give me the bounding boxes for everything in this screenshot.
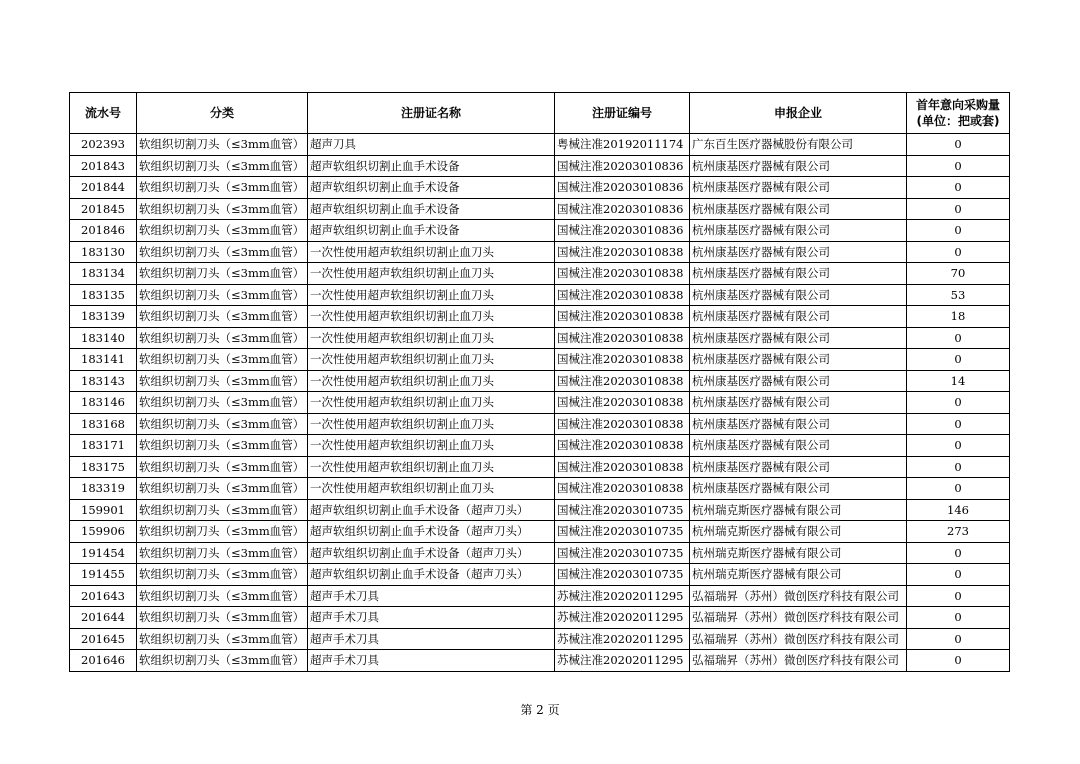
registration-number-cell: 国械注准20203010838 xyxy=(555,435,690,457)
applicant-company-cell: 杭州康基医疗器械有限公司 xyxy=(690,198,907,220)
registration-name-cell: 超声软组织切割止血手术设备 xyxy=(308,220,555,242)
registration-number-cell: 国械注准20203010836 xyxy=(555,198,690,220)
table-row xyxy=(70,650,1010,672)
category-cell: 软组织切割刀头（≤3mm血管） xyxy=(137,263,308,285)
applicant-company-cell: 杭州康基医疗器械有限公司 xyxy=(690,392,907,414)
registration-name-cell: 超声软组织切割止血手术设备（超声刀头） xyxy=(308,521,555,543)
category-cell: 软组织切割刀头（≤3mm血管） xyxy=(137,456,308,478)
quantity-cell: 0 xyxy=(907,220,1010,242)
serial-number-cell: 183139 xyxy=(70,306,137,328)
header-serial-number: 流水号 xyxy=(70,93,137,134)
registration-number-cell: 国械注准20203010836 xyxy=(555,177,690,199)
table-row xyxy=(70,198,1010,220)
applicant-company-cell: 杭州瑞克斯医疗器械有限公司 xyxy=(690,499,907,521)
registration-name-cell: 一次性使用超声软组织切割止血刀头 xyxy=(308,456,555,478)
category-cell: 软组织切割刀头（≤3mm血管） xyxy=(137,392,308,414)
serial-number-cell: 183140 xyxy=(70,327,137,349)
registration-name-cell: 一次性使用超声软组织切割止血刀头 xyxy=(308,435,555,457)
header-registration-number: 注册证编号 xyxy=(555,93,690,134)
quantity-cell: 0 xyxy=(907,198,1010,220)
table-row xyxy=(70,435,1010,457)
serial-number-cell: 201644 xyxy=(70,607,137,629)
serial-number-cell: 183143 xyxy=(70,370,137,392)
applicant-company-cell: 杭州康基医疗器械有限公司 xyxy=(690,241,907,263)
registration-name-cell: 一次性使用超声软组织切割止血刀头 xyxy=(308,241,555,263)
quantity-cell: 0 xyxy=(907,435,1010,457)
quantity-cell: 0 xyxy=(907,542,1010,564)
table-row xyxy=(70,628,1010,650)
registration-number-cell: 国械注准20203010838 xyxy=(555,349,690,371)
registration-number-cell: 国械注准20203010838 xyxy=(555,370,690,392)
registration-number-cell: 国械注准20203010836 xyxy=(555,220,690,242)
table-row xyxy=(70,155,1010,177)
category-cell: 软组织切割刀头（≤3mm血管） xyxy=(137,607,308,629)
registration-name-cell: 超声软组织切割止血手术设备 xyxy=(308,155,555,177)
applicant-company-cell: 弘福瑞昇（苏州）微创医疗科技有限公司 xyxy=(690,607,907,629)
serial-number-cell: 201646 xyxy=(70,650,137,672)
quantity-cell: 14 xyxy=(907,370,1010,392)
category-cell: 软组织切割刀头（≤3mm血管） xyxy=(137,177,308,199)
serial-number-cell: 183135 xyxy=(70,284,137,306)
applicant-company-cell: 杭州瑞克斯医疗器械有限公司 xyxy=(690,521,907,543)
quantity-cell: 0 xyxy=(907,564,1010,586)
page-number: 第 2 页 xyxy=(520,703,560,717)
quantity-cell: 0 xyxy=(907,241,1010,263)
registration-number-cell: 国械注准20203010838 xyxy=(555,284,690,306)
registration-number-cell: 国械注准20203010838 xyxy=(555,241,690,263)
table-row xyxy=(70,499,1010,521)
applicant-company-cell: 杭州康基医疗器械有限公司 xyxy=(690,263,907,285)
category-cell: 软组织切割刀头（≤3mm血管） xyxy=(137,499,308,521)
serial-number-cell: 159901 xyxy=(70,499,137,521)
applicant-company-cell: 杭州瑞克斯医疗器械有限公司 xyxy=(690,542,907,564)
applicant-company-cell: 杭州康基医疗器械有限公司 xyxy=(690,413,907,435)
serial-number-cell: 183168 xyxy=(70,413,137,435)
table-row xyxy=(70,521,1010,543)
category-cell: 软组织切割刀头（≤3mm血管） xyxy=(137,241,308,263)
header-applicant-company: 申报企业 xyxy=(690,93,907,134)
registration-name-cell: 一次性使用超声软组织切割止血刀头 xyxy=(308,392,555,414)
category-cell: 软组织切割刀头（≤3mm血管） xyxy=(137,435,308,457)
quantity-cell: 0 xyxy=(907,327,1010,349)
serial-number-cell: 202393 xyxy=(70,134,137,156)
quantity-cell: 0 xyxy=(907,585,1010,607)
serial-number-cell: 201845 xyxy=(70,198,137,220)
table-row xyxy=(70,542,1010,564)
serial-number-cell: 183175 xyxy=(70,456,137,478)
table-row xyxy=(70,134,1010,156)
quantity-cell: 0 xyxy=(907,349,1010,371)
table-row xyxy=(70,392,1010,414)
applicant-company-cell: 杭州康基医疗器械有限公司 xyxy=(690,220,907,242)
registration-number-cell: 国械注准20203010838 xyxy=(555,306,690,328)
header-category: 分类 xyxy=(137,93,308,134)
table-row xyxy=(70,413,1010,435)
applicant-company-cell: 杭州康基医疗器械有限公司 xyxy=(690,327,907,349)
registration-name-cell: 一次性使用超声软组织切割止血刀头 xyxy=(308,349,555,371)
registration-number-cell: 苏械注准20202011295 xyxy=(555,607,690,629)
quantity-cell: 0 xyxy=(907,392,1010,414)
applicant-company-cell: 杭州康基医疗器械有限公司 xyxy=(690,155,907,177)
category-cell: 软组织切割刀头（≤3mm血管） xyxy=(137,370,308,392)
table-row xyxy=(70,349,1010,371)
serial-number-cell: 201846 xyxy=(70,220,137,242)
category-cell: 软组织切割刀头（≤3mm血管） xyxy=(137,478,308,500)
procurement-table xyxy=(69,92,1010,672)
quantity-cell: 70 xyxy=(907,263,1010,285)
table-row xyxy=(70,585,1010,607)
category-cell: 软组织切割刀头（≤3mm血管） xyxy=(137,198,308,220)
registration-number-cell: 苏械注准20202011295 xyxy=(555,650,690,672)
serial-number-cell: 191455 xyxy=(70,564,137,586)
registration-number-cell: 国械注准20203010836 xyxy=(555,155,690,177)
serial-number-cell: 183134 xyxy=(70,263,137,285)
header-first-year-quantity: 首年意向采购量 (单位：把或套) xyxy=(907,93,1010,134)
registration-name-cell: 超声软组织切割止血手术设备（超声刀头） xyxy=(308,564,555,586)
registration-name-cell: 超声手术刀具 xyxy=(308,628,555,650)
registration-name-cell: 一次性使用超声软组织切割止血刀头 xyxy=(308,263,555,285)
registration-name-cell: 超声软组织切割止血手术设备（超声刀头） xyxy=(308,542,555,564)
registration-number-cell: 苏械注准20202011295 xyxy=(555,585,690,607)
table-row xyxy=(70,263,1010,285)
registration-number-cell: 国械注准20203010838 xyxy=(555,263,690,285)
category-cell: 软组织切割刀头（≤3mm血管） xyxy=(137,284,308,306)
quantity-cell: 0 xyxy=(907,607,1010,629)
quantity-cell: 0 xyxy=(907,478,1010,500)
serial-number-cell: 183319 xyxy=(70,478,137,500)
registration-name-cell: 一次性使用超声软组织切割止血刀头 xyxy=(308,413,555,435)
category-cell: 软组织切割刀头（≤3mm血管） xyxy=(137,327,308,349)
quantity-cell: 0 xyxy=(907,155,1010,177)
registration-number-cell: 粤械注准20192011174 xyxy=(555,134,690,156)
serial-number-cell: 201844 xyxy=(70,177,137,199)
registration-name-cell: 超声手术刀具 xyxy=(308,607,555,629)
applicant-company-cell: 杭州康基医疗器械有限公司 xyxy=(690,478,907,500)
registration-number-cell: 国械注准20203010735 xyxy=(555,564,690,586)
serial-number-cell: 183146 xyxy=(70,392,137,414)
category-cell: 软组织切割刀头（≤3mm血管） xyxy=(137,134,308,156)
quantity-cell: 0 xyxy=(907,134,1010,156)
registration-number-cell: 国械注准20203010838 xyxy=(555,327,690,349)
quantity-cell: 18 xyxy=(907,306,1010,328)
table-row xyxy=(70,241,1010,263)
quantity-cell: 53 xyxy=(907,284,1010,306)
registration-name-cell: 超声手术刀具 xyxy=(308,585,555,607)
quantity-cell: 146 xyxy=(907,499,1010,521)
category-cell: 软组织切割刀头（≤3mm血管） xyxy=(137,564,308,586)
registration-number-cell: 国械注准20203010838 xyxy=(555,478,690,500)
applicant-company-cell: 杭州康基医疗器械有限公司 xyxy=(690,456,907,478)
table-row xyxy=(70,220,1010,242)
applicant-company-cell: 杭州康基医疗器械有限公司 xyxy=(690,177,907,199)
registration-number-cell: 国械注准20203010735 xyxy=(555,521,690,543)
table-header-row xyxy=(70,93,1010,134)
registration-number-cell: 国械注准20203010838 xyxy=(555,413,690,435)
quantity-cell: 0 xyxy=(907,177,1010,199)
quantity-cell: 0 xyxy=(907,413,1010,435)
serial-number-cell: 201645 xyxy=(70,628,137,650)
table-row xyxy=(70,370,1010,392)
table-row xyxy=(70,284,1010,306)
table-body xyxy=(70,134,1010,672)
applicant-company-cell: 弘福瑞昇（苏州）微创医疗科技有限公司 xyxy=(690,628,907,650)
category-cell: 软组织切割刀头（≤3mm血管） xyxy=(137,349,308,371)
table-row xyxy=(70,177,1010,199)
serial-number-cell: 183130 xyxy=(70,241,137,263)
applicant-company-cell: 弘福瑞昇（苏州）微创医疗科技有限公司 xyxy=(690,650,907,672)
registration-name-cell: 一次性使用超声软组织切割止血刀头 xyxy=(308,306,555,328)
registration-number-cell: 国械注准20203010735 xyxy=(555,499,690,521)
registration-name-cell: 一次性使用超声软组织切割止血刀头 xyxy=(308,327,555,349)
quantity-cell: 0 xyxy=(907,456,1010,478)
quantity-cell: 0 xyxy=(907,650,1010,672)
registration-number-cell: 国械注准20203010838 xyxy=(555,392,690,414)
category-cell: 软组织切割刀头（≤3mm血管） xyxy=(137,521,308,543)
table-row xyxy=(70,478,1010,500)
applicant-company-cell: 杭州康基医疗器械有限公司 xyxy=(690,349,907,371)
applicant-company-cell: 弘福瑞昇（苏州）微创医疗科技有限公司 xyxy=(690,585,907,607)
registration-name-cell: 一次性使用超声软组织切割止血刀头 xyxy=(308,284,555,306)
registration-name-cell: 一次性使用超声软组织切割止血刀头 xyxy=(308,370,555,392)
registration-name-cell: 一次性使用超声软组织切割止血刀头 xyxy=(308,478,555,500)
category-cell: 软组织切割刀头（≤3mm血管） xyxy=(137,306,308,328)
applicant-company-cell: 杭州瑞克斯医疗器械有限公司 xyxy=(690,564,907,586)
registration-name-cell: 超声刀具 xyxy=(308,134,555,156)
quantity-cell: 273 xyxy=(907,521,1010,543)
serial-number-cell: 183141 xyxy=(70,349,137,371)
applicant-company-cell: 杭州康基医疗器械有限公司 xyxy=(690,370,907,392)
applicant-company-cell: 广东百生医疗器械股份有限公司 xyxy=(690,134,907,156)
category-cell: 软组织切割刀头（≤3mm血管） xyxy=(137,585,308,607)
category-cell: 软组织切割刀头（≤3mm血管） xyxy=(137,155,308,177)
category-cell: 软组织切割刀头（≤3mm血管） xyxy=(137,628,308,650)
registration-name-cell: 超声软组织切割止血手术设备 xyxy=(308,198,555,220)
registration-number-cell: 国械注准20203010838 xyxy=(555,456,690,478)
table-row xyxy=(70,607,1010,629)
category-cell: 软组织切割刀头（≤3mm血管） xyxy=(137,542,308,564)
category-cell: 软组织切割刀头（≤3mm血管） xyxy=(137,220,308,242)
table-row xyxy=(70,306,1010,328)
applicant-company-cell: 杭州康基医疗器械有限公司 xyxy=(690,284,907,306)
serial-number-cell: 159906 xyxy=(70,521,137,543)
table-row xyxy=(70,327,1010,349)
registration-name-cell: 超声手术刀具 xyxy=(308,650,555,672)
category-cell: 软组织切割刀头（≤3mm血管） xyxy=(137,413,308,435)
registration-number-cell: 苏械注准20202011295 xyxy=(555,628,690,650)
applicant-company-cell: 杭州康基医疗器械有限公司 xyxy=(690,306,907,328)
table-row xyxy=(70,564,1010,586)
quantity-cell: 0 xyxy=(907,628,1010,650)
applicant-company-cell: 杭州康基医疗器械有限公司 xyxy=(690,435,907,457)
serial-number-cell: 201643 xyxy=(70,585,137,607)
category-cell: 软组织切割刀头（≤3mm血管） xyxy=(137,650,308,672)
registration-name-cell: 超声软组织切割止血手术设备 xyxy=(308,177,555,199)
registration-name-cell: 超声软组织切割止血手术设备（超声刀头） xyxy=(308,499,555,521)
serial-number-cell: 191454 xyxy=(70,542,137,564)
registration-number-cell: 国械注准20203010735 xyxy=(555,542,690,564)
table-row xyxy=(70,456,1010,478)
serial-number-cell: 183171 xyxy=(70,435,137,457)
header-registration-name: 注册证名称 xyxy=(308,93,555,134)
serial-number-cell: 201843 xyxy=(70,155,137,177)
